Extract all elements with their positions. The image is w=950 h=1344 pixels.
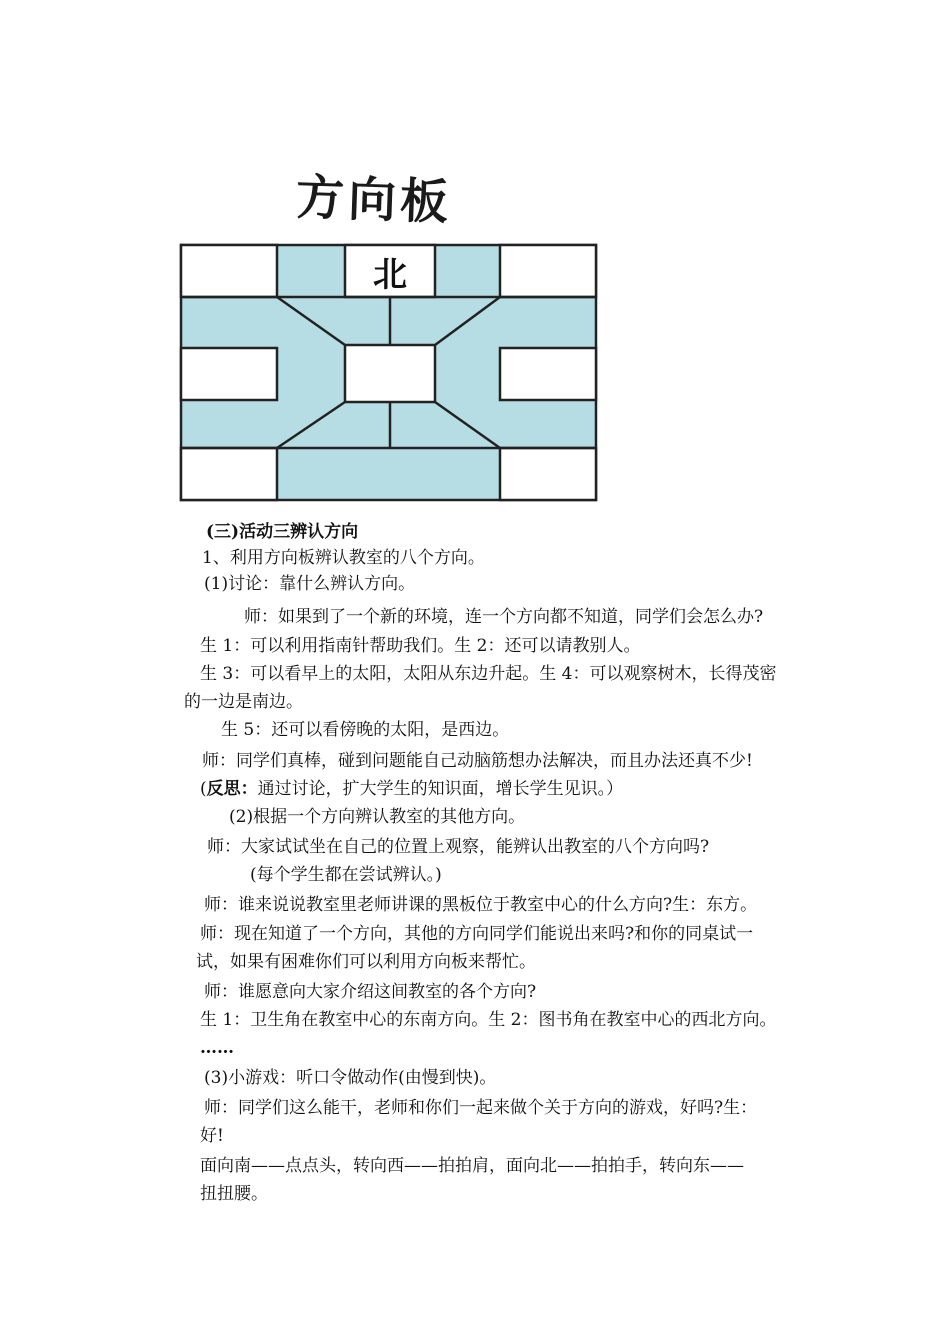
box-east (500, 348, 596, 400)
text-line: 的一边是南边。 (184, 692, 303, 712)
box-northwest (181, 245, 277, 297)
line-text: 通过讨论，扩大学生的知识面，增长学生见识。） (257, 779, 624, 799)
text-line: 师：如果到了一个新的环境，连一个方向都不知道，同学们会怎么办? (244, 607, 764, 627)
text-line: 师：大家试试坐在自己的位置上观察，能辨认出教室的八个方向吗? (207, 837, 710, 857)
text-line: 1、利用方向板辨认教室的八个方向。 (202, 548, 485, 568)
text-line: 师：谁愿意向大家介绍这间教室的各个方向? (204, 982, 537, 1002)
reflection-label: 反思： (206, 779, 258, 799)
text-line: 生 1：卫生角在教室中心的东南方向。生 2：图书角在教室中心的西北方向。 (200, 1010, 777, 1030)
text-line: 面向南——点点头，转向西——拍拍肩，面向北——拍拍手，转向东—— (200, 1156, 744, 1176)
line-prefix: ( (200, 779, 207, 799)
box-southeast (500, 448, 596, 500)
text-line: 扭扭腰。 (200, 1184, 268, 1204)
text-line: 生 5：还可以看傍晚的太阳，是西边。 (221, 720, 510, 740)
text-line: 生 1：可以利用指南针帮助我们。生 2：还可以请教别人。 (200, 636, 641, 656)
box-northeast (500, 245, 596, 297)
text-line: 师：现在知道了一个方向，其他的方向同学们能说出来吗?和你的同桌试一 (200, 924, 754, 944)
text-line: 师：同学们真棒，碰到问题能自己动脑筋想办法解决，而且办法还真不少! (202, 751, 753, 771)
text-line (200, 777, 623, 801)
text-line: …… (200, 1038, 234, 1058)
text-line: 师：谁来说说教室里老师讲课的黑板位于教室中心的什么方向?生：东方。 (204, 895, 758, 915)
text-line: 生 3：可以看早上的太阳，太阳从东边升起。生 4：可以观察树木，长得茂密 (200, 664, 777, 684)
text-line: 好! (200, 1126, 224, 1146)
box-center (345, 345, 435, 402)
text-line: (3)小游戏：听口令做动作(由慢到快)。 (204, 1068, 497, 1088)
text-line: (1)讨论：靠什么辨认方向。 (204, 574, 416, 594)
box-west (181, 348, 277, 400)
text-line: 师：同学们这么能干，老师和你们一起来做个关于方向的游戏，好吗?生： (204, 1098, 758, 1118)
north-label: 北 (373, 255, 407, 295)
text-line: (2)根据一个方向辨认教室的其他方向。 (229, 807, 526, 827)
direction-board (0, 0, 950, 520)
text-line: 试，如果有困难你们可以利用方向板来帮忙。 (196, 952, 536, 972)
text-line: (三)活动三辨认方向 (206, 522, 359, 542)
text-line: (每个学生都在尝试辨认。) (250, 865, 442, 885)
board-title: 方向板 (295, 169, 453, 231)
box-southwest (181, 448, 277, 500)
